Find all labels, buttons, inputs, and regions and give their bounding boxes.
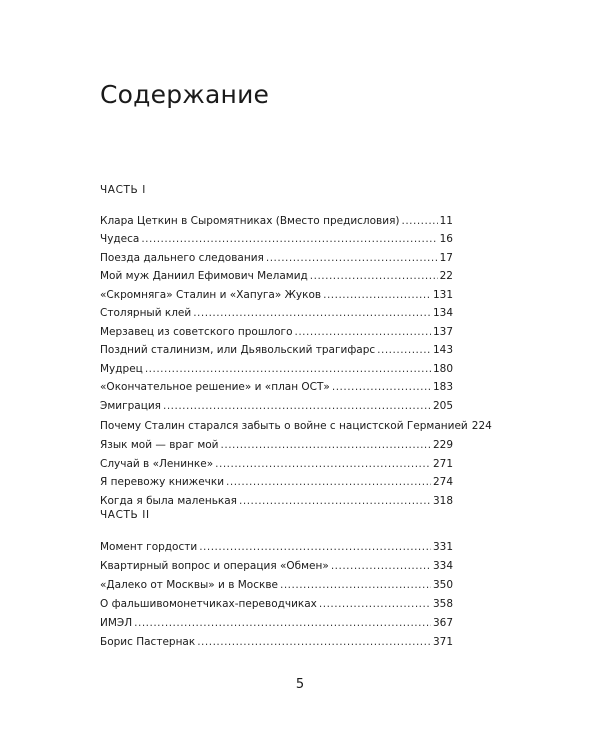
toc-entry xyxy=(100,287,453,303)
dot-leader xyxy=(239,493,431,509)
entry-title: Мудрец xyxy=(100,363,143,375)
toc-entry xyxy=(100,361,453,377)
dot-leader xyxy=(197,634,431,650)
entry-title: Момент гордости xyxy=(100,541,198,553)
entry-title: О фальшивомонетчиках-переводчиках xyxy=(100,598,317,610)
entry-title: «Окончательное решение» и «план ОСТ» xyxy=(100,381,330,393)
entry-title: Эмиграция xyxy=(100,400,161,412)
page-number: 5 xyxy=(295,677,305,692)
entry-page: 137 xyxy=(432,326,453,338)
toc-entry xyxy=(100,539,453,555)
entry-page: 318 xyxy=(432,495,453,507)
entry-title: Язык мой — враг мой xyxy=(100,439,219,451)
entry-page: 205 xyxy=(432,400,453,412)
entry-title: Борис Пастернак xyxy=(100,636,196,648)
entry-title: Мой муж Даниил Ефимович Меламид xyxy=(100,270,308,282)
entry-page: 371 xyxy=(432,636,453,648)
entry-title: Случай в «Ленинке» xyxy=(100,458,214,470)
entry-page: 143 xyxy=(432,344,453,356)
dot-leader xyxy=(377,342,431,358)
entry-page: 274 xyxy=(432,476,453,488)
dot-leader xyxy=(266,250,438,266)
entry-page: 180 xyxy=(432,363,453,375)
toc-entry xyxy=(100,437,453,453)
dot-leader xyxy=(401,213,437,229)
toc-entry xyxy=(100,268,453,284)
entry-title: Столярный клей xyxy=(100,307,192,319)
toc-entry xyxy=(100,577,453,593)
entry-page: 331 xyxy=(432,541,453,553)
dot-leader xyxy=(332,379,431,395)
toc-entry xyxy=(100,474,453,490)
part-label-1: ЧАСТЬ I xyxy=(100,184,146,196)
dot-leader xyxy=(295,324,431,340)
entry-title: Мерзавец из советского прошлого xyxy=(100,326,293,338)
entry-page: 17 xyxy=(439,252,453,264)
entry-page: 16 xyxy=(439,233,453,245)
toc-entry xyxy=(100,379,453,395)
toc-entry xyxy=(100,250,453,266)
entry-title: Квартирный вопрос и операция «Обмен» xyxy=(100,560,329,572)
entry-title: Почему Сталин старался забыть о войне с нацистской Германией xyxy=(100,420,468,432)
entry-page: 134 xyxy=(432,307,453,319)
dot-leader xyxy=(141,231,437,247)
entry-title: «Далеко от Москвы» и в Москве xyxy=(100,579,278,591)
dot-leader xyxy=(226,474,431,490)
entry-page: 131 xyxy=(432,289,453,301)
toc-entry xyxy=(100,634,453,650)
toc-entry xyxy=(100,324,453,340)
entry-title: Когда я была маленькая xyxy=(100,495,238,507)
entry-page: 271 xyxy=(432,458,453,470)
toc-entry xyxy=(100,558,453,574)
dot-leader xyxy=(323,287,431,303)
part-label-2: ЧАСТЬ II xyxy=(100,509,150,521)
entry-page: 11 xyxy=(439,215,453,227)
toc-entry xyxy=(100,418,492,434)
entry-page: 224 xyxy=(471,420,492,432)
page-title: Содержание xyxy=(100,80,270,109)
toc-entry xyxy=(100,398,453,414)
dot-leader xyxy=(331,558,431,574)
toc-entry xyxy=(100,305,453,321)
toc-entry xyxy=(100,615,453,631)
entry-title: Я перевожу книжечки xyxy=(100,476,225,488)
entry-title: Чудеса xyxy=(100,233,140,245)
toc-entry xyxy=(100,596,453,612)
dot-leader xyxy=(134,615,431,631)
entry-page: 183 xyxy=(432,381,453,393)
entry-page: 358 xyxy=(432,598,453,610)
toc-entry xyxy=(100,342,453,358)
dot-leader xyxy=(280,577,431,593)
dot-leader xyxy=(221,437,431,453)
dot-leader xyxy=(310,268,438,284)
entry-page: 350 xyxy=(432,579,453,591)
entry-title: Клара Цеткин в Сыромятниках (Вместо предисловия) xyxy=(100,215,400,227)
dot-leader xyxy=(199,539,431,555)
entry-title: Поезда дальнего следования xyxy=(100,252,264,264)
entry-page: 22 xyxy=(439,270,453,282)
toc-entry xyxy=(100,493,453,509)
entry-page: 334 xyxy=(432,560,453,572)
toc-entry xyxy=(100,456,453,472)
dot-leader xyxy=(163,398,431,414)
entry-page: 367 xyxy=(432,617,453,629)
toc-entry xyxy=(100,231,453,247)
entry-title: «Скромняга» Сталин и «Хапуга» Жуков xyxy=(100,289,322,301)
dot-leader xyxy=(145,361,431,377)
dot-leader xyxy=(215,456,431,472)
toc-entry xyxy=(100,213,453,229)
entry-title: Поздний сталинизм, или Дьявольский трагифарс xyxy=(100,344,376,356)
entry-title: ИМЭЛ xyxy=(100,617,133,629)
dot-leader xyxy=(193,305,431,321)
entry-page: 229 xyxy=(432,439,453,451)
dot-leader xyxy=(319,596,431,612)
